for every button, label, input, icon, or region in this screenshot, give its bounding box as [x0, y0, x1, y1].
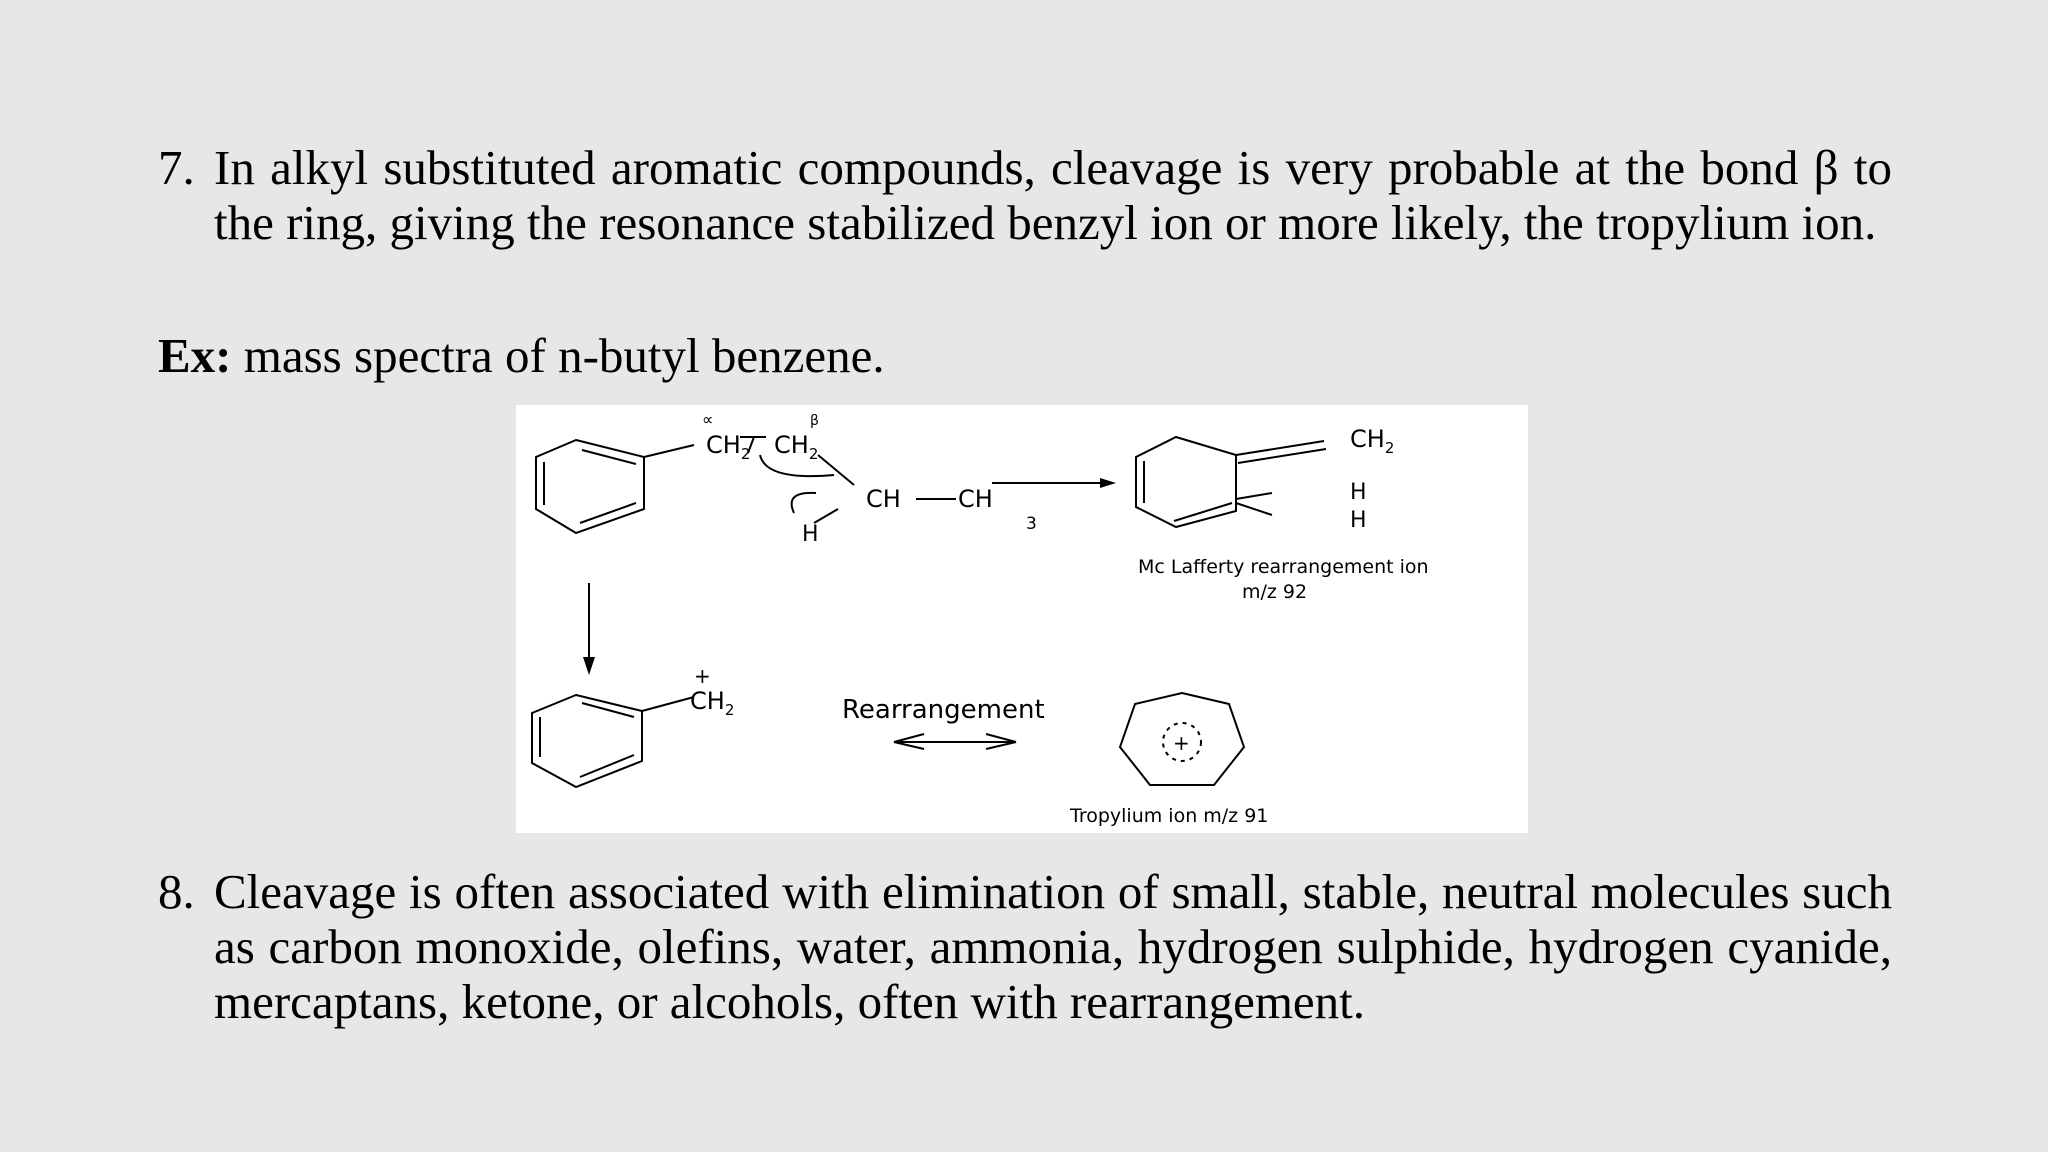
arrow-head-right [986, 734, 1016, 742]
point-8 [158, 864, 1892, 1029]
ch-group: CH [866, 485, 901, 513]
arrow-head-right [986, 742, 1016, 749]
point-8-text: Cleavage is often associated with elimination of small, stable, neutral molecules such as carbon monoxide, olefins, water, ammonia, hydrogen sulphide, hydrogen cyanide, mercaptans, ketone, or alcohols, often with rearrangement. [214, 864, 1892, 1029]
h-bond [814, 509, 838, 523]
exocyclic-double-bond [1238, 449, 1326, 463]
rearrangement-label: Rearrangement [842, 695, 1045, 725]
ring-ch2-bond [642, 697, 694, 711]
arrow-head-left [894, 742, 924, 749]
ch2-beta: $CH_2$ [774, 431, 819, 463]
ring-double-bond [1174, 503, 1232, 521]
example-line [158, 328, 885, 383]
benzyl-plus: + [694, 664, 711, 688]
fragmentation-figure [516, 405, 1528, 833]
ring-chain-bond [644, 445, 694, 457]
point-7-number: 7. [158, 140, 195, 195]
mclafferty-label: Mc Lafferty rearrangement ion [1138, 556, 1429, 578]
h-bond [1236, 503, 1272, 515]
mclafferty-mz: m/z 92 [1242, 581, 1308, 603]
ring-double-bond [582, 703, 634, 717]
point-7-text: In alkyl substituted aromatic compounds, cleavage is very probable at the bond β to the ring, giving the resonance stabilized benzyl ion or more likely, the tropylium ion. [214, 140, 1892, 250]
ch3-subscript: 3 [1026, 514, 1037, 534]
electron-arrow [792, 493, 816, 513]
point-7 [158, 140, 1892, 250]
product-ch2: $CH_2$ [1350, 425, 1395, 457]
example-text: mass spectra of n-butyl benzene. [231, 328, 885, 383]
alpha-label: ∝ [702, 410, 714, 429]
exocyclic-double-bond [1236, 441, 1324, 455]
tropylium-label: Tropylium ion m/z 91 [1070, 805, 1269, 827]
benzyl-ch2: $CH_2$ [690, 687, 735, 719]
arrow-head-left [894, 734, 924, 742]
product-h-1: H [1350, 480, 1367, 505]
h-bond [1236, 493, 1272, 499]
tropylium-plus: + [1173, 731, 1190, 755]
arrow-head [1100, 478, 1116, 488]
ring-double-bond [580, 503, 636, 523]
arrow-head [583, 657, 595, 675]
gamma-hydrogen: H [802, 522, 819, 547]
point-8-number: 8. [158, 864, 195, 919]
mclafferty-ring [1136, 437, 1236, 527]
ring-double-bond [580, 755, 634, 777]
beta-label: β [810, 413, 819, 429]
chain-bond [818, 455, 854, 485]
product-h-2: H [1350, 508, 1367, 533]
ch2-alpha: $CH_2$ [706, 431, 751, 463]
example-label: Ex: [158, 328, 232, 383]
ch3-group: CH [958, 485, 993, 513]
fragmentation-diagram [516, 405, 1528, 833]
